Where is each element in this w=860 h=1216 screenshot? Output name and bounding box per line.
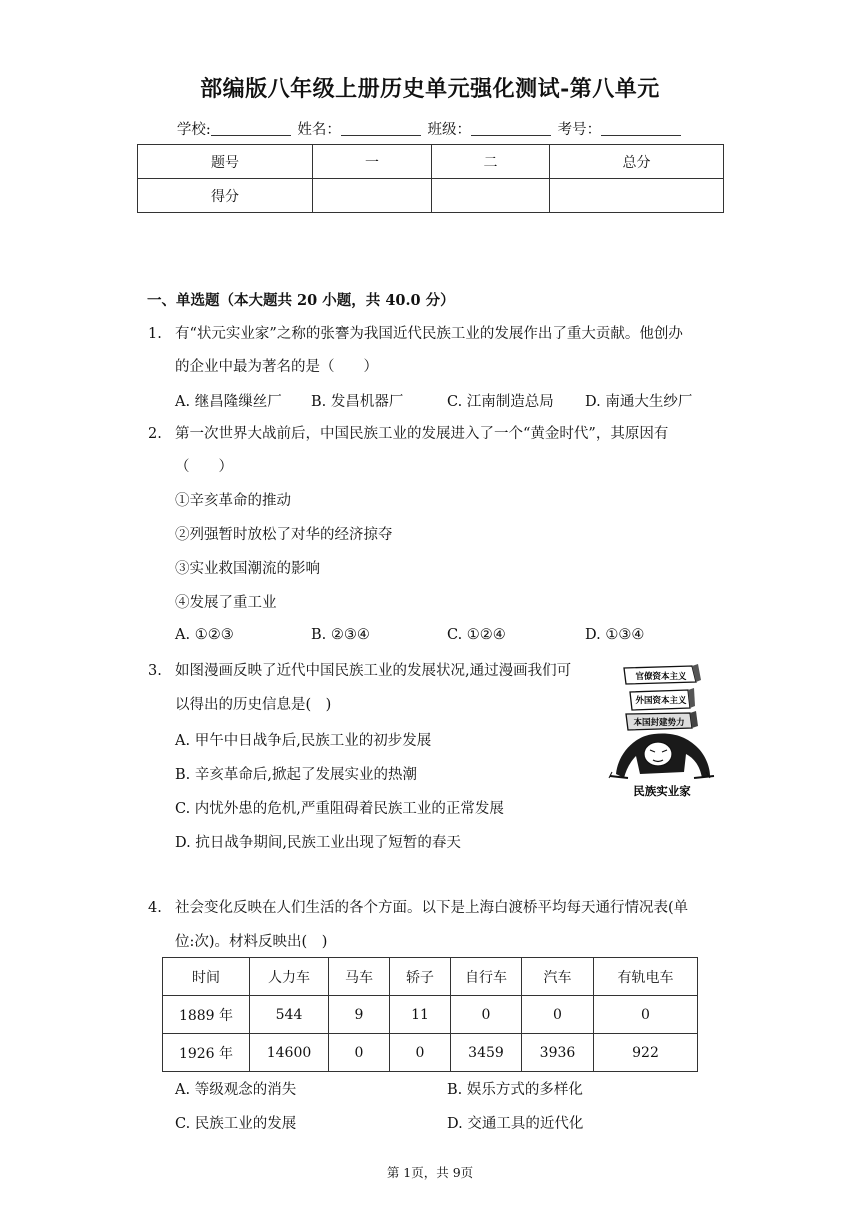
option-a[interactable]: A. 甲午中日战争后,民族工业的初步发展	[175, 733, 432, 749]
section-heading: 一、单选题（本大题共 20 小题，共 40.0 分）	[147, 292, 455, 309]
question-text: 如图漫画反映了近代中国民族工业的发展状况,通过漫画我们可	[175, 663, 572, 679]
question-number: 3.	[148, 663, 162, 679]
score-cell: 得分	[138, 179, 313, 213]
student-info-line	[0, 118, 860, 139]
score-input-cell[interactable]	[313, 179, 432, 213]
score-table-header	[138, 145, 724, 179]
question-text: （ ）	[175, 459, 233, 475]
question-text: 的企业中最为著名的是（ ）	[175, 359, 378, 375]
option-d[interactable]: D. 交通工具的近代化	[447, 1116, 584, 1132]
table-header-cell: 有轨电车	[594, 958, 698, 996]
question-text: 社会变化反映在人们生活的各个方面。以下是上海白渡桥平均每天通行情况表(单	[175, 900, 689, 916]
table-cell: 544	[250, 996, 329, 1034]
page-footer: 第 1页，共 9页	[386, 1165, 474, 1180]
table-cell: 0	[594, 996, 698, 1034]
traffic-table	[162, 957, 698, 1072]
question-number: 2.	[148, 426, 162, 442]
option-d[interactable]: D. 抗日战争期间,民族工业出现了短暂的春天	[175, 835, 461, 851]
table-cell: 9	[329, 996, 390, 1034]
table-header-cell: 自行车	[451, 958, 522, 996]
page-title: 部编版八年级上册历史单元强化测试-第八单元	[200, 76, 660, 102]
class-label: 班级：	[427, 122, 471, 138]
option-c[interactable]: C. 民族工业的发展	[175, 1116, 297, 1132]
table-header-cell: 人力车	[250, 958, 329, 996]
table-header-cell: 汽车	[522, 958, 594, 996]
score-cell: 一	[313, 145, 432, 179]
table-cell: 0	[329, 1034, 390, 1072]
table-header-cell: 轿子	[390, 958, 451, 996]
question-number: 4.	[148, 900, 162, 916]
exam-number-blank[interactable]	[601, 121, 681, 136]
score-cell: 二	[432, 145, 550, 179]
option-a[interactable]: A. ①②③	[175, 627, 234, 643]
cartoon-caption: 民族实业家	[633, 784, 691, 798]
statement-item: ④发展了重工业	[175, 595, 277, 611]
score-table-row	[138, 179, 724, 213]
cartoon-box-feudal-forces	[626, 711, 698, 730]
school-blank[interactable]	[211, 121, 291, 136]
class-blank[interactable]	[471, 121, 551, 136]
table-cell: 0	[522, 996, 594, 1034]
table-cell: 0	[451, 996, 522, 1034]
table-cell: 14600	[250, 1034, 329, 1072]
name-label: 姓名：	[297, 122, 341, 138]
option-b[interactable]: B. 发昌机器厂	[311, 394, 404, 410]
statement-item: ①辛亥革命的推动	[175, 493, 291, 509]
score-input-cell[interactable]	[432, 179, 550, 213]
table-cell: 1889 年	[163, 996, 250, 1034]
option-c[interactable]: C. 内忧外患的危机,严重阻碍着民族工业的正常发展	[175, 801, 504, 817]
table-header-cell: 时间	[163, 958, 250, 996]
exam-number-label: 考号：	[557, 122, 602, 138]
name-blank[interactable]	[341, 121, 421, 136]
table-cell: 3936	[522, 1034, 594, 1072]
option-c[interactable]: C. 江南制造总局	[447, 394, 554, 410]
score-table	[137, 144, 724, 213]
cartoon-illustration	[606, 662, 718, 800]
table-header-cell: 马车	[329, 958, 390, 996]
option-b[interactable]: B. 娱乐方式的多样化	[447, 1082, 583, 1098]
cartoon-box-label: 外国资本主义	[635, 696, 687, 706]
table-row	[163, 996, 698, 1034]
table-cell: 1926 年	[163, 1034, 250, 1072]
question-text: 以得出的历史信息是( )	[175, 697, 332, 713]
option-d[interactable]: D. ①③④	[585, 627, 645, 643]
score-input-cell[interactable]	[550, 179, 724, 213]
statement-item: ③实业救国潮流的影响	[175, 561, 320, 577]
table-cell: 3459	[451, 1034, 522, 1072]
option-a[interactable]: A. 等级观念的消失	[175, 1082, 297, 1098]
option-c[interactable]: C. ①②④	[447, 627, 506, 643]
question-number: 1.	[148, 326, 162, 342]
statement-item: ②列强暂时放松了对华的经济掠夺	[175, 527, 393, 543]
option-d[interactable]: D. 南通大生纱厂	[585, 394, 693, 410]
school-label: 学校:	[176, 122, 211, 138]
table-cell: 11	[390, 996, 451, 1034]
traffic-table-header	[163, 958, 698, 996]
question-text: 位:次)。材料反映出( )	[175, 934, 328, 950]
cartoon-box-foreign-capital	[630, 688, 695, 710]
question-text: 有“状元实业家”之称的张謇为我国近代民族工业的发展作出了重大贡献。他创办	[175, 326, 683, 342]
table-cell: 0	[390, 1034, 451, 1072]
score-cell: 题号	[138, 145, 313, 179]
option-a[interactable]: A. 继昌隆缫丝厂	[175, 394, 282, 410]
table-row	[163, 1034, 698, 1072]
option-b[interactable]: B. 辛亥革命后,掀起了发展实业的热潮	[175, 767, 417, 783]
table-cell: 922	[594, 1034, 698, 1072]
cartoon-box-label: 本国封建势力	[633, 718, 685, 728]
score-cell: 总分	[550, 145, 724, 179]
cartoon-box-bureaucratic-capital	[624, 664, 701, 684]
question-text: 第一次世界大战前后，中国民族工业的发展进入了一个“黄金时代”，其原因有	[175, 426, 669, 442]
cartoon-box-label: 官僚资本主义	[635, 672, 687, 682]
crushed-figure	[609, 734, 714, 778]
option-b[interactable]: B. ②③④	[311, 627, 370, 643]
